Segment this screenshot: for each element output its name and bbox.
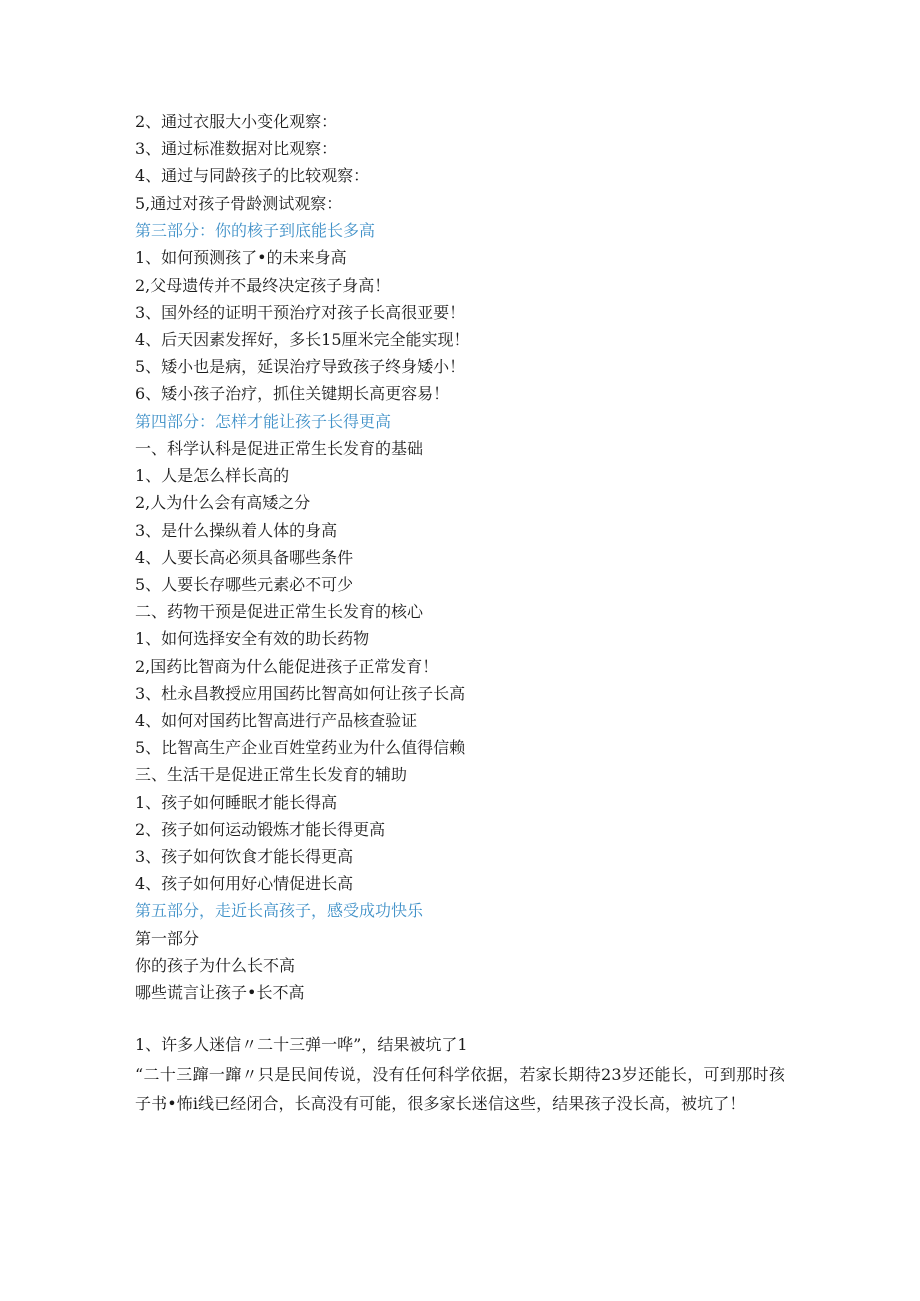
text-line: 2,人为什么会有高矮之分 <box>135 493 311 513</box>
text-line: 3、国外经的证明干预治疗对孩子长高很亚要！ <box>135 302 466 322</box>
text-line: 4、人要长高必须具备哪些条件 <box>135 547 354 567</box>
text-line: 1、孩子如何睡眠才能长得高 <box>135 792 338 812</box>
blank-line <box>135 1007 785 1031</box>
text-line: 1、如何选择安全有效的助长药物 <box>135 629 370 649</box>
text-line: 4、后天因素发挥好，多长15厘米完全能实现！ <box>135 329 470 349</box>
text-line: 你的孩子为什么长不高 <box>135 956 296 976</box>
text-line: 2、通过衣服大小变化观察： <box>135 112 338 131</box>
text-line: 4、通过与同龄孩子的比较观察： <box>135 166 370 186</box>
text-line: 5,通过对孩子骨龄测试观察： <box>135 193 343 213</box>
text-line: 1、人是怎么样长高的 <box>135 466 290 486</box>
text-line: 2,国药比智商为什么能促进孩子正常发育！ <box>135 656 439 676</box>
text-line: 4、如何对国药比智高进行产品核查验证 <box>135 711 418 731</box>
text-line: 3、孩子如何饮食才能长得更高 <box>135 847 354 867</box>
text-line: 第一部分 <box>135 928 200 948</box>
text-line: 3、杜永昌教授应用国药比智高如何让孩子长高 <box>135 683 466 703</box>
text-line: 4、孩子如何用好心情促进长高 <box>135 874 354 894</box>
subsection-heading: 三、生活干是促进正常生长发育的辅助 <box>135 765 408 785</box>
text-line: 5、比智高生产企业百姓堂药业为什么值得信赖 <box>135 738 466 758</box>
text-line: 5、矮小也是病，延误治疗导致孩子终身矮小！ <box>135 357 466 377</box>
section-heading-part-4: 第四部分：怎样才能让孩子长得更高 <box>135 411 392 431</box>
text-line: 5、人要长存哪些元素必不可少 <box>135 575 354 595</box>
text-line: 3、通过标准数据对比观察： <box>135 139 338 159</box>
body-paragraph: “二十三蹿一蹿〃只是民间传说，没有任何科学依据，若家长期待23岁还能长，可到那时孩子书•怖i线已经闭合，长高没有可能，很多家长迷信这些，结果孩子没长高，被坑了！ <box>135 1064 785 1113</box>
text-line: 1、如何预测孩了•的未来身高 <box>135 248 347 268</box>
section-heading-part-3: 第三部分：你的核子到底能长多高 <box>135 220 376 240</box>
text-line: 哪些谎言让孩子•长不高 <box>135 983 305 1003</box>
document-body <box>135 108 785 1118</box>
subsection-heading: 二、药物干预是促进正常生长发育的核心 <box>135 602 424 622</box>
text-line: 2,父母遗传并不最终决定孩子身高！ <box>135 275 391 295</box>
text-line: 3、是什么操纵着人体的身高 <box>135 520 338 540</box>
subsection-heading: 一、科学认科是促进正常生长发育的基础 <box>135 439 424 459</box>
item-title: 1、许多人迷信〃二十三弹一哗”，结果被坑了1 <box>135 1034 468 1054</box>
text-line: 6、矮小孩子治疗，抓住关键期长高更容易！ <box>135 384 450 404</box>
section-heading-part-5: 第五部分，走近长高孩子，感受成功快乐 <box>135 901 424 921</box>
text-line: 2、孩子如何运动锻炼才能长得更高 <box>135 819 386 839</box>
